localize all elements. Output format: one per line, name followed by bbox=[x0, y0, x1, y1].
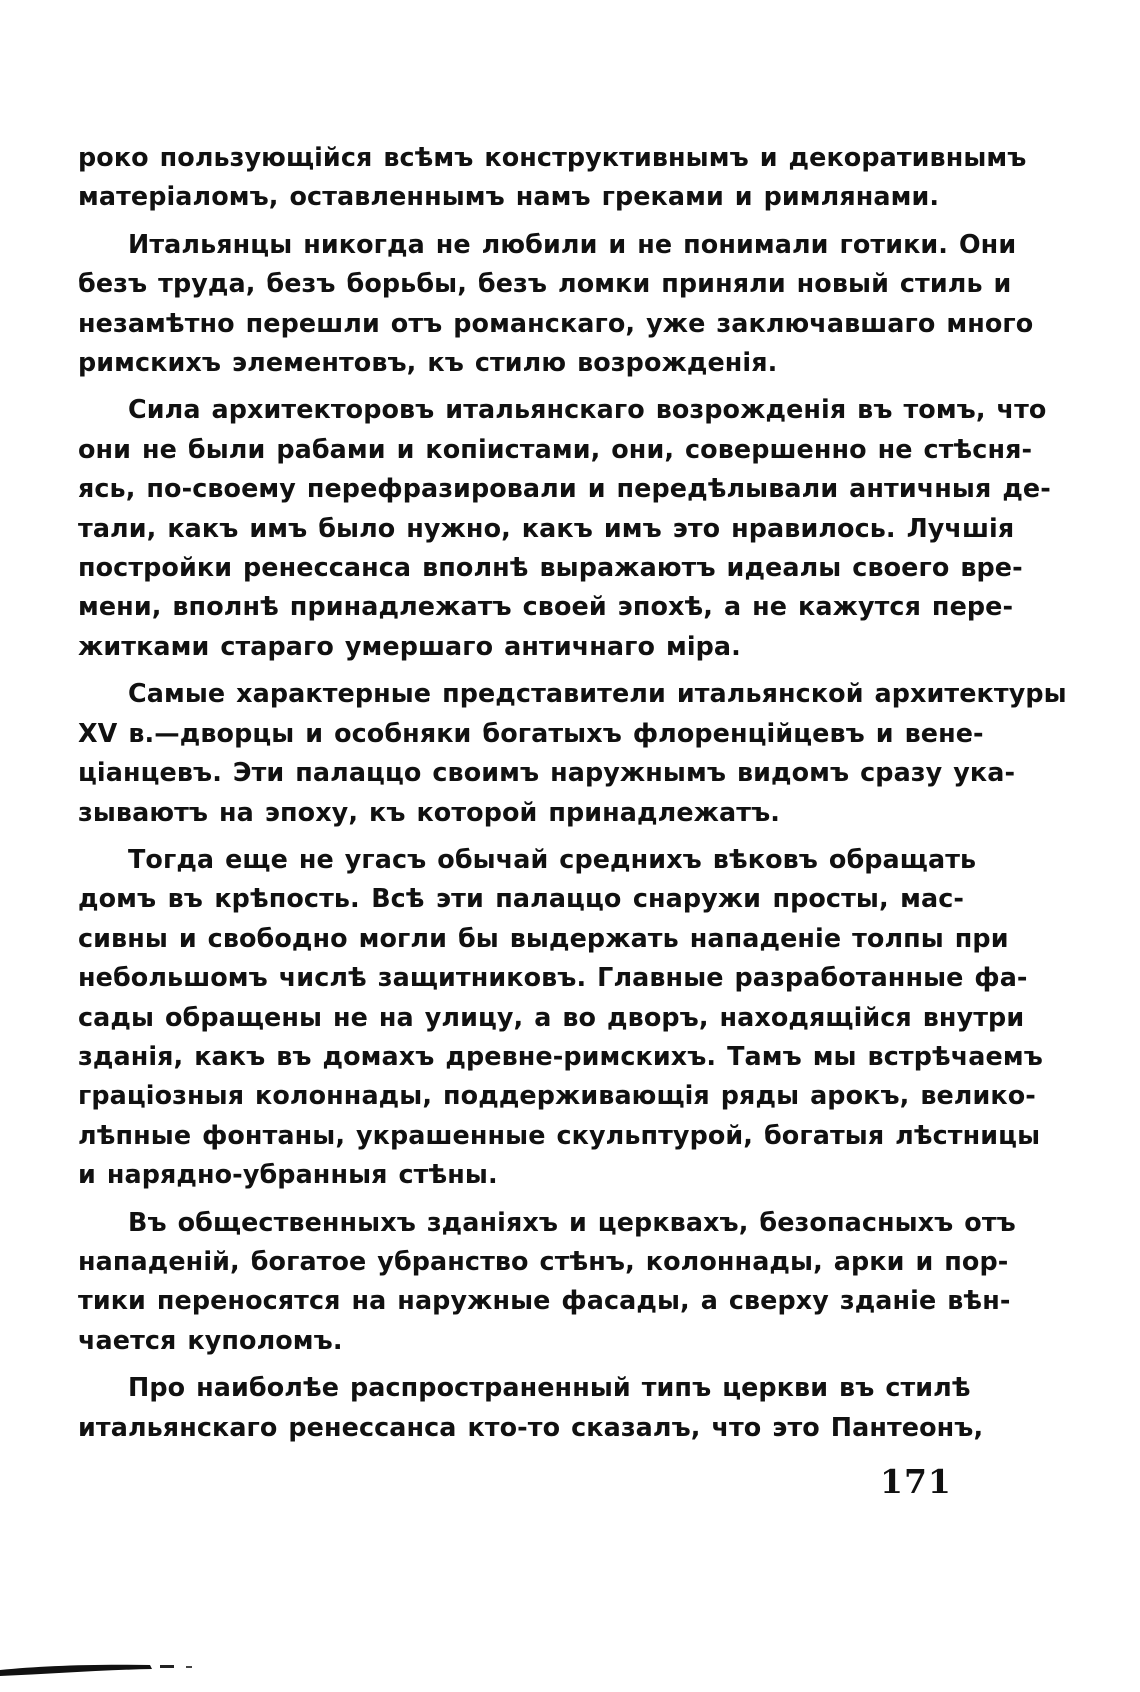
scan-edge-smudge bbox=[0, 1656, 210, 1678]
text-line: зданія, какъ въ домахъ древне-римскихъ. Тамъ мы встрѣчаемъ bbox=[78, 1040, 1043, 1071]
text-line: Сила архитекторовъ итальянскаго возрожденія въ томъ, что bbox=[128, 394, 1047, 425]
text-line: тики переносятся на наружные фасады, а сверху зданіе вѣн- bbox=[78, 1285, 1011, 1316]
text-line: Тогда еще не угасъ обычай среднихъ вѣковъ обращать bbox=[128, 843, 977, 874]
paragraph bbox=[78, 1368, 984, 1447]
text-line: житками стараго умершаго античнаго міра. bbox=[78, 630, 741, 661]
text-line: Самые характерные представители итальянской архитектуры bbox=[128, 678, 1067, 709]
paragraph bbox=[78, 138, 1027, 217]
text-line: постройки ренессанса вполнѣ выражаютъ идеалы своего вре- bbox=[78, 552, 1023, 583]
paragraph bbox=[78, 225, 1034, 383]
text-line: Про наиболѣе распространенный типъ церкви въ стилѣ bbox=[128, 1372, 971, 1403]
text-line: матеріаломъ, оставленнымъ намъ греками и римлянами. bbox=[78, 181, 940, 212]
text-line: ясь, по-своему перефразировали и передѣлывали античныя де- bbox=[78, 473, 1051, 504]
text-line: лѣпные фонтаны, украшенные скульптурой, богатыя лѣстницы bbox=[78, 1119, 1041, 1150]
text-line: незамѣтно перешли отъ романскаго, уже заключавшаго много bbox=[78, 307, 1034, 338]
text-line: римскихъ элементовъ, къ стилю возрожденія. bbox=[78, 347, 778, 378]
text-line: безъ труда, безъ борьбы, безъ ломки приняли новый стиль и bbox=[78, 268, 1012, 299]
text-line: Въ общественныхъ зданіяхъ и церквахъ, безопасныхъ отъ bbox=[128, 1206, 1016, 1237]
text-line: домъ въ крѣпость. Всѣ эти палаццо снаружи просты, мас- bbox=[78, 883, 964, 914]
text-line: чается куполомъ. bbox=[78, 1324, 343, 1355]
text-line: Итальянцы никогда не любили и не понимали готики. Они bbox=[128, 228, 1017, 259]
text-line: зываютъ на эпоху, къ которой принадлежатъ. bbox=[78, 796, 780, 827]
text-line: сады обращены не на улицу, а во дворъ, находящійся внутри bbox=[78, 1001, 1025, 1032]
text-line: тали, какъ имъ было нужно, какъ имъ это нравилось. Лучшія bbox=[78, 512, 1015, 543]
text-line: итальянскаго ренессанса кто-то сказалъ, что это Пантеонъ, bbox=[78, 1411, 984, 1442]
text-line: мени, вполнѣ принадлежатъ своей эпохѣ, а не кажутся пере- bbox=[78, 591, 1014, 622]
text-line: они не были рабами и копіистами, они, совершенно не стѣсня- bbox=[78, 433, 1033, 464]
text-line: роко пользующійся всѣмъ конструктивнымъ и декоративнымъ bbox=[78, 142, 1027, 172]
text-line: и нарядно-убранныя стѣны. bbox=[78, 1159, 498, 1190]
paragraph bbox=[78, 390, 1051, 666]
text-line: нападеній, богатое убранство стѣнъ, колоннады, арки и пор- bbox=[78, 1245, 1009, 1276]
page-body bbox=[78, 138, 1067, 1455]
paragraph bbox=[78, 840, 1043, 1195]
text-line: ціанцевъ. Эти палаццо своимъ наружнымъ видомъ сразу ука- bbox=[78, 757, 1016, 788]
text-line: небольшомъ числѣ защитниковъ. Главные разработанные фа- bbox=[78, 962, 1028, 993]
page-number: 171 bbox=[880, 1462, 952, 1501]
paragraph bbox=[78, 1203, 1016, 1361]
text-line: сивны и свободно могли бы выдержать нападеніе толпы при bbox=[78, 922, 1009, 953]
paragraph bbox=[78, 674, 1067, 832]
text-line: XV в.—дворцы и особняки богатыхъ флоренційцевъ и вене- bbox=[78, 717, 984, 748]
text-line: граціозныя колоннады, поддерживающія ряды арокъ, велико- bbox=[78, 1080, 1036, 1111]
